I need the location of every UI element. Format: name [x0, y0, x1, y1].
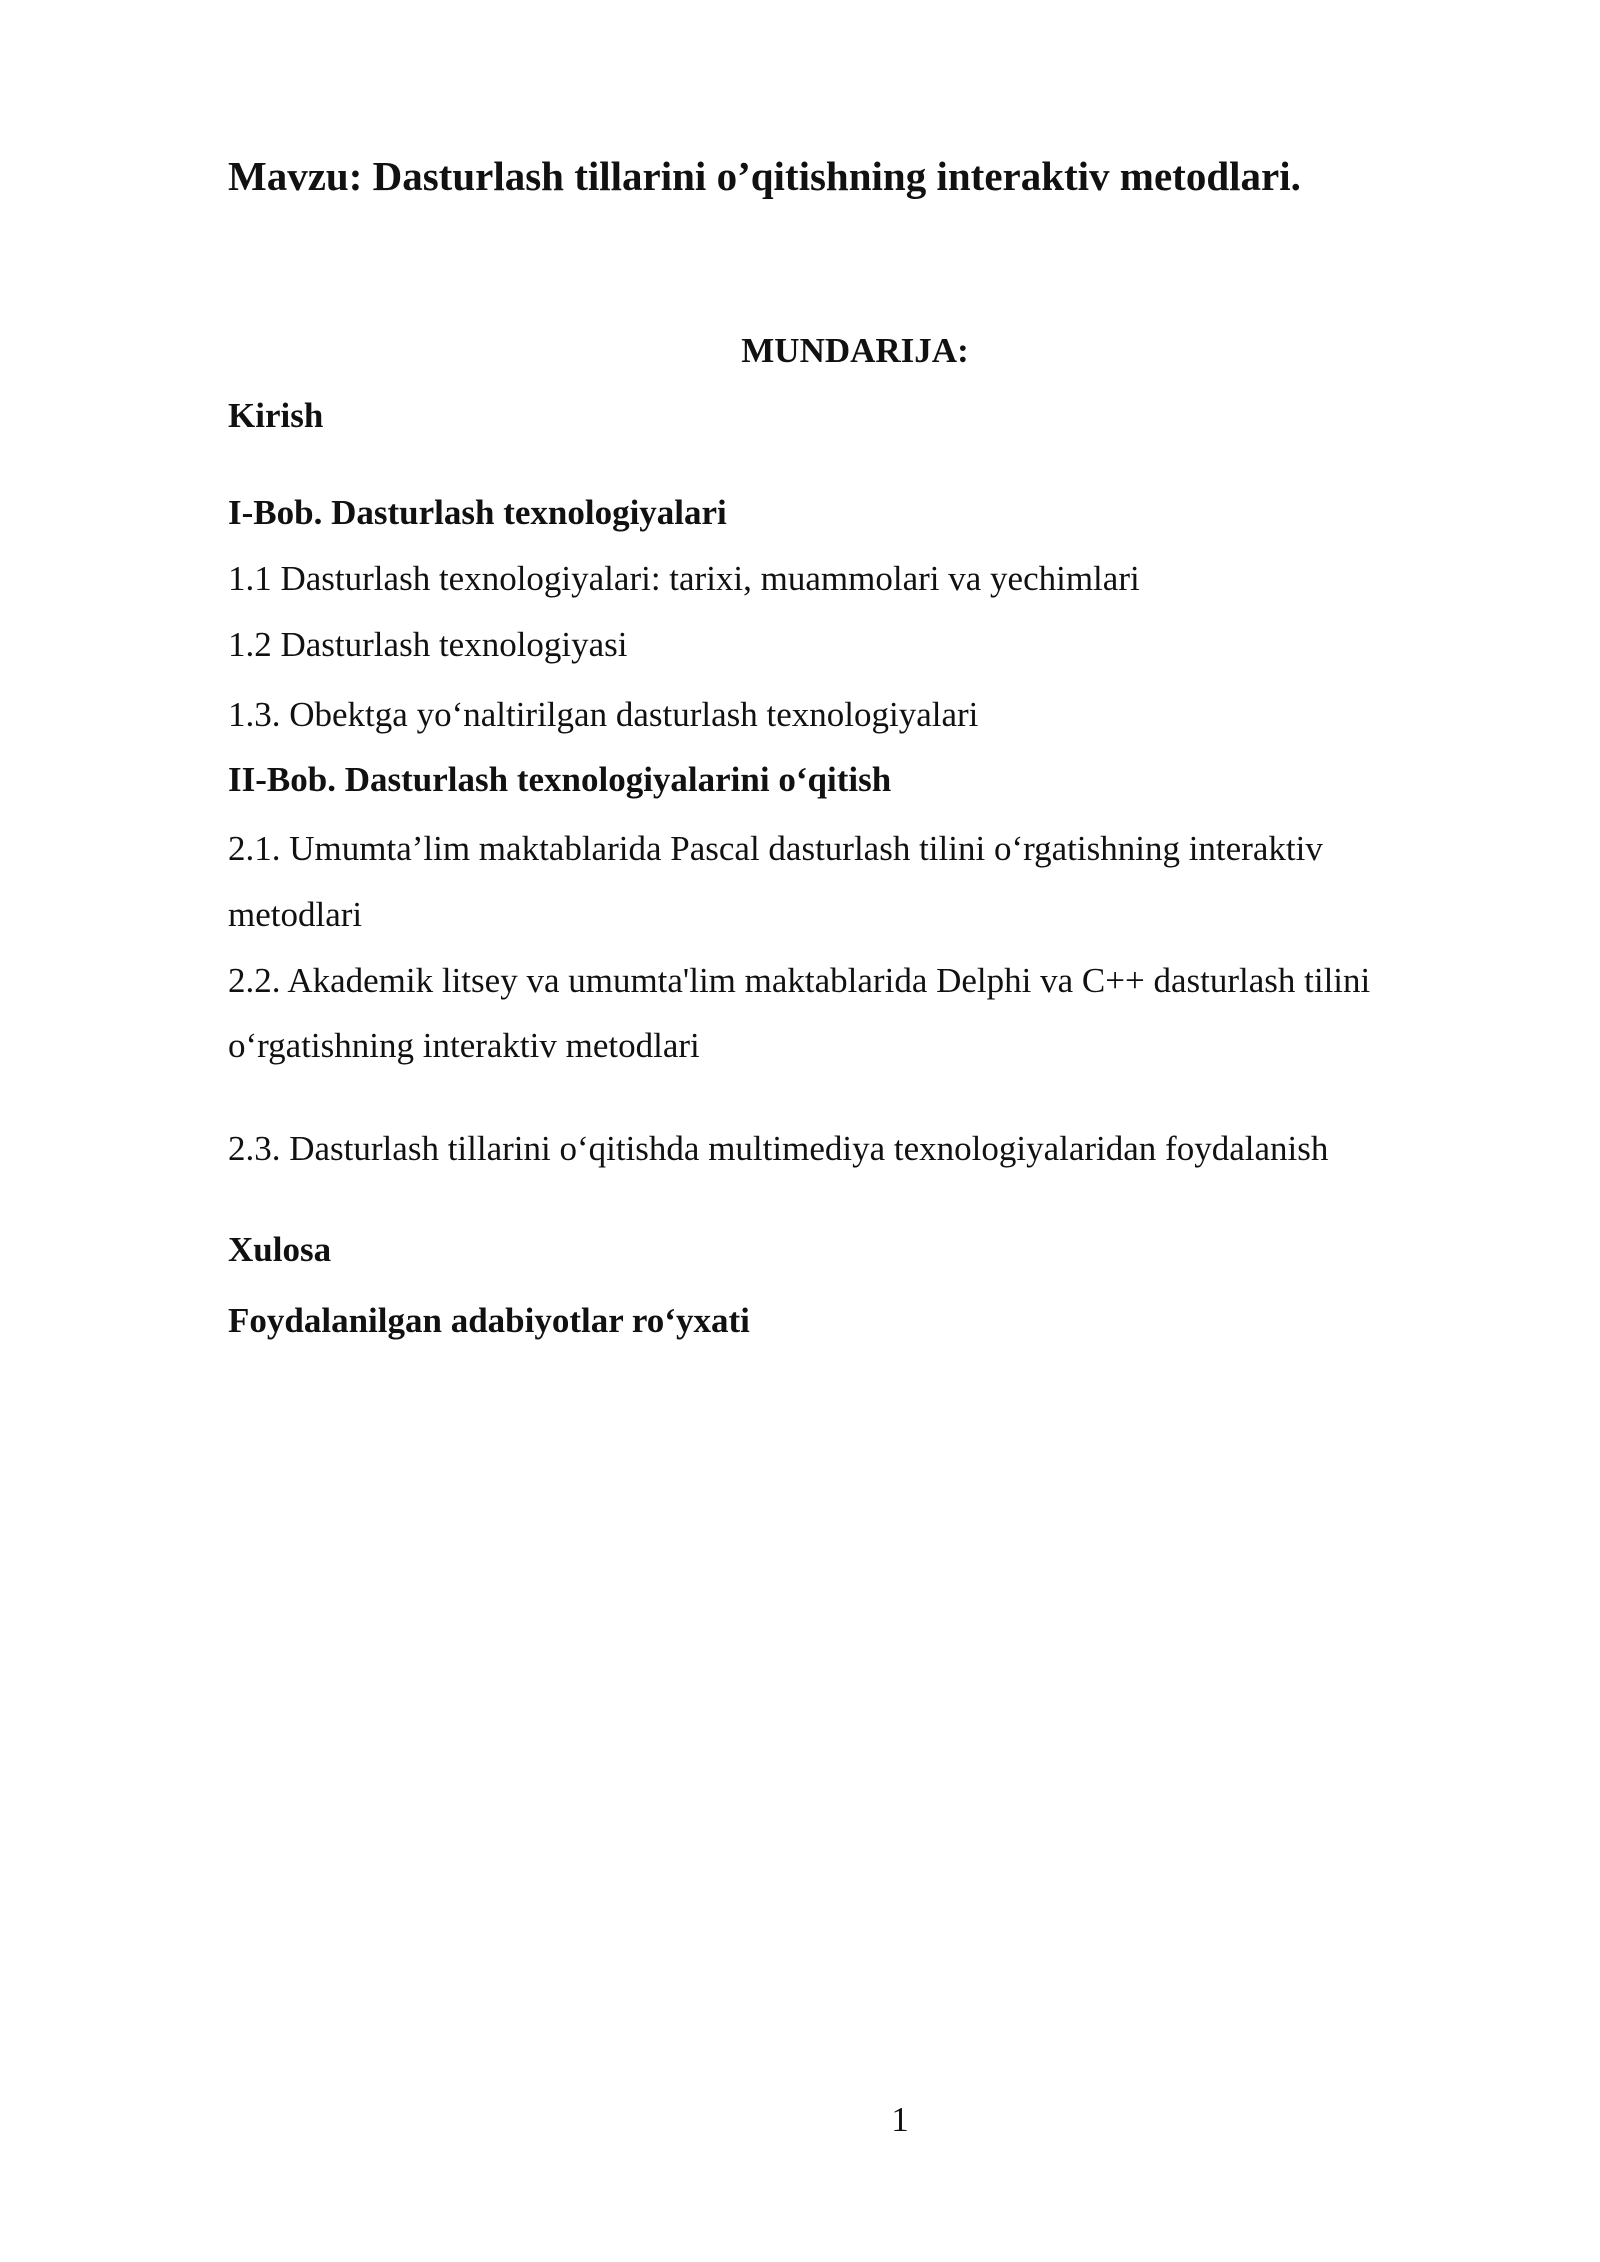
toc-item-2-3: 2.3. Dasturlash tillarini o‘qitishda multimediya texnologiyalaridan foydalanish — [228, 1129, 1329, 1168]
toc-references: Foydalanilgan adabiyotlar ro‘yxati — [228, 1301, 750, 1340]
toc-intro: Kirish — [228, 396, 324, 435]
toc-item-1-2: 1.2 Dasturlash texnologiyasi — [228, 625, 628, 664]
toc-item-1-1: 1.1 Dasturlash texnologiyalari: tarixi, muammolari va yechimlari — [228, 559, 1140, 598]
toc-chapter-2: II-Bob. Dasturlash texnologiyalarini o‘qitish — [228, 760, 892, 799]
toc-item-2-2-line-2: o‘rgatishning interaktiv metodlari — [228, 1026, 700, 1065]
toc-item-2-2-line-1: 2.2. Akademik litsey va umumta'lim maktablarida Delphi va C++ dasturlash tilini — [228, 961, 1371, 1000]
table-of-contents-heading: MUNDARIJA: — [741, 331, 969, 370]
toc-item-1-3: 1.3. Obektga yo‘naltirilgan dasturlash texnologiyalari — [228, 695, 979, 734]
toc-item-2-1-line-2: metodlari — [228, 895, 363, 934]
toc-conclusion: Xulosa — [228, 1230, 332, 1269]
page-number: 1 — [891, 2100, 909, 2139]
document-title: Mavzu: Dasturlash tillarini o’qitishning interaktiv metodlari. — [228, 153, 1301, 199]
toc-chapter-1: I-Bob. Dasturlash texnologiyalari — [228, 493, 727, 532]
toc-item-2-1-line-1: 2.1. Umumta’lim maktablarida Pascal dasturlash tilini o‘rgatishning interaktiv — [228, 829, 1323, 868]
